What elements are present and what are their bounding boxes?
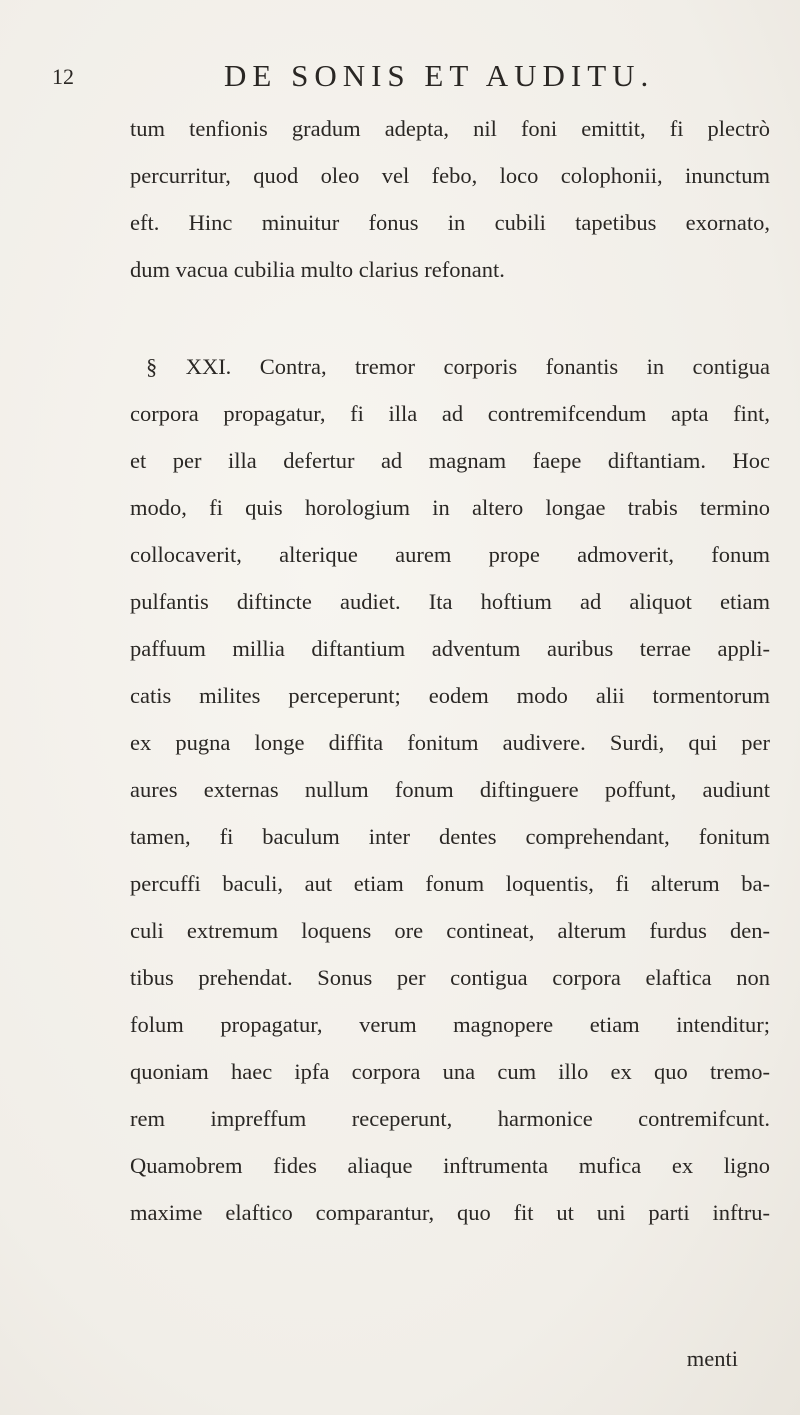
- text-line: tamen, fi baculum inter dentes comprehendant, fonitum: [130, 824, 770, 849]
- text-line: quoniam haec ipfa corpora una cum illo ex quo tremo-: [130, 1059, 770, 1084]
- text-line: eft. Hinc minuitur fonus in cubili tapetibus exornato,: [130, 210, 770, 235]
- text-line: folum propagatur, verum magnopere etiam intenditur;: [130, 1012, 770, 1037]
- text-line: tibus prehendat. Sonus per contigua corpora elaftica non: [130, 965, 770, 990]
- text-line: percuffi baculi, aut etiam fonum loquentis, fi alterum ba-: [130, 871, 770, 896]
- text-line: tum tenfionis gradum adepta, nil foni emittit, fi plectrò: [130, 116, 770, 141]
- text-line: paffuum millia diftantium adventum auribus terrae appli-: [130, 636, 770, 661]
- text-line: aures externas nullum fonum diftinguere poffunt, audiunt: [130, 777, 770, 802]
- running-head: DE SONIS ET AUDITU.: [224, 58, 655, 93]
- text-line: modo, fi quis horologium in altero longae trabis termino: [130, 495, 770, 520]
- text-line: catis milites perceperunt; eodem modo alii tormentorum: [130, 683, 770, 708]
- body-text: [130, 105, 770, 1236]
- text-line: rem impreffum receperunt, harmonice contremifcunt.: [130, 1106, 770, 1131]
- section-heading-line: § XXI. Contra, tremor corporis fonantis in contigua: [146, 354, 770, 379]
- text-line: et per illa defertur ad magnam faepe diftantiam. Hoc: [130, 448, 770, 473]
- text-line: percurritur, quod oleo vel febo, loco colophonii, inunctum: [130, 163, 770, 188]
- text-line: culi extremum loquens ore contineat, alterum furdus den-: [130, 918, 770, 943]
- text-line: ex pugna longe diffita fonitum audivere. Surdi, qui per: [130, 730, 770, 755]
- text-line: corpora propagatur, fi illa ad contremifcendum apta fint,: [130, 401, 770, 426]
- text-line: collocaverit, alterique aurem prope admoverit, fonum: [130, 542, 770, 567]
- text-line: pulfantis diftincte audiet. Ita hoftium ad aliquot etiam: [130, 589, 770, 614]
- text-line: dum vacua cubilia multo clarius refonant.: [130, 257, 505, 282]
- catchword: menti: [686, 1346, 738, 1371]
- text-line: Quamobrem fides aliaque inftrumenta mufica ex ligno: [130, 1153, 770, 1178]
- paragraph-gap: [130, 293, 770, 343]
- page-number: 12: [52, 64, 74, 89]
- text-line: maxime elaftico comparantur, quo fit ut uni parti inftru-: [130, 1200, 770, 1225]
